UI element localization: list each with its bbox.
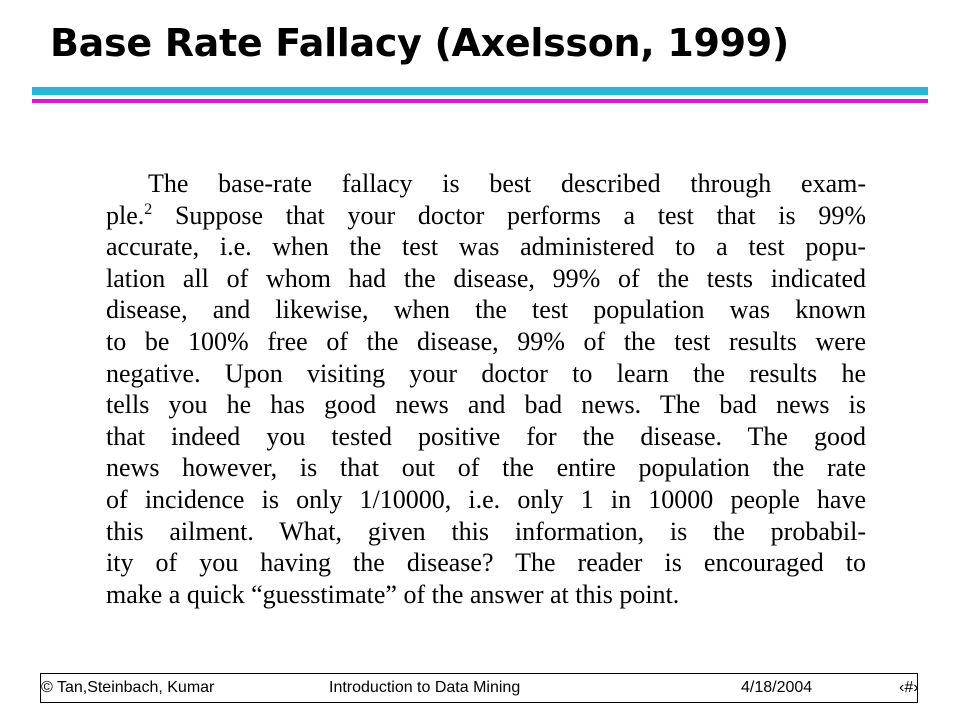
excerpt-line: accurate, i.e. when the test was administered to a test popu-: [106, 232, 866, 262]
footer-page-number: ‹#›: [899, 679, 919, 696]
excerpt-line: to be 100% free of the disease, 99% of the test results were: [106, 326, 866, 356]
footer-date: 4/18/2004: [741, 679, 813, 696]
excerpt-fragment: ple.: [106, 200, 145, 230]
title-divider-magenta: [32, 99, 928, 103]
excerpt-line: negative. Upon visiting your doctor to learn the results he: [106, 358, 866, 388]
excerpt-line: of incidence is only 1/10000, i.e. only 1 in 10000 people have: [106, 484, 866, 514]
excerpt-line: that indeed you tested positive for the disease. The good: [106, 421, 866, 451]
title-divider-cyan: [32, 87, 928, 95]
excerpt-line: [106, 200, 866, 232]
excerpt-line: this ailment. What, given this information, is the probabil-: [106, 516, 866, 546]
excerpt-line: ity of you having the disease? The reader is encouraged to: [106, 548, 866, 578]
excerpt-line: disease, and likewise, when the test population was known: [106, 295, 866, 325]
excerpt-line: The base-rate fallacy is best described through exam-: [148, 169, 866, 198]
excerpt-line: news however, is that out of the entire population the rate: [106, 453, 866, 483]
footer-copyright: © Tan,Steinbach, Kumar: [41, 679, 215, 696]
footer-course-title: Introduction to Data Mining: [329, 679, 521, 696]
excerpt-fragment: Suppose that your doctor performs a test that is 99%: [152, 200, 866, 230]
slide-footer: [40, 673, 918, 703]
footnote-mark: 2: [144, 200, 153, 218]
slide-title: Base Rate Fallacy (Axelsson, 1999): [50, 21, 789, 65]
excerpt-line: lation all of whom had the disease, 99% of the tests indicated: [106, 263, 866, 293]
excerpt-line: tells you he has good news and bad news. The bad news is: [106, 390, 866, 420]
excerpt-line: make a quick “guesstimate” of the answer at this point.: [106, 579, 680, 609]
book-excerpt: [106, 168, 866, 610]
